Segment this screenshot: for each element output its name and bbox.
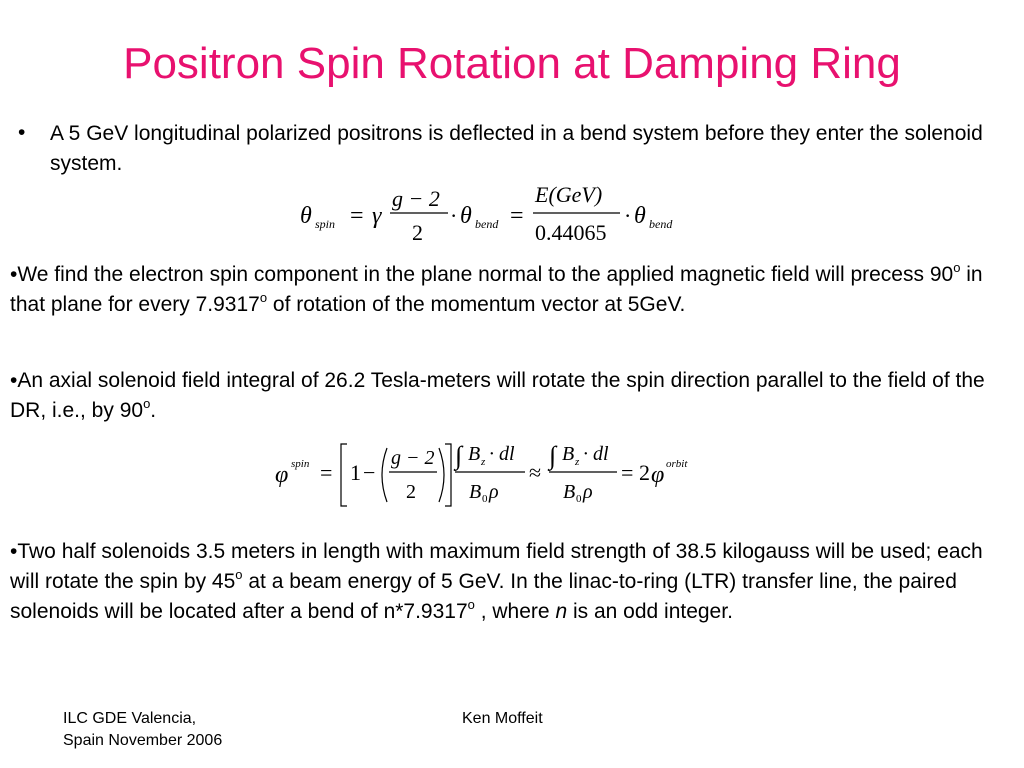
eq1-frac2-num: E(GeV) [535, 182, 603, 207]
eq2-one: 1 [350, 460, 361, 485]
eq1-dot-1: · [450, 203, 458, 228]
eq1-equals-1: = [350, 203, 364, 229]
p2-text-c: of rotation of the momentum vector at 5GeV. [267, 293, 686, 316]
eq2-approx: ≈ [529, 460, 542, 485]
eq2-phi: φ [275, 462, 289, 488]
degree-sup: o [259, 290, 268, 305]
eq2-frac-den: 2 [406, 481, 416, 503]
eq1-theta-2: θ [460, 203, 472, 229]
eq2-B-2: B [562, 443, 575, 465]
eq1-spin-sub: spin [315, 217, 336, 231]
p2-text-b: in that plane for every 7.9317 [10, 263, 983, 316]
eq2-spin-sup: spin [291, 458, 310, 470]
spin-rotation-equation [290, 178, 710, 253]
p4-italic-n: n [555, 600, 568, 623]
footer-venue-line2: Spain November 2006 [63, 732, 223, 749]
eq1-frac1-num: g − 2 [392, 186, 440, 211]
eq2-equals-2: = [621, 460, 634, 485]
bullet-marker: • [18, 121, 26, 144]
footer-venue [63, 708, 222, 752]
eq2-rho-1: ρ [489, 481, 499, 503]
eq2-integral-1: ∫ [455, 441, 463, 470]
degree-sup: o [953, 260, 961, 275]
eq2-phi-2: φ [651, 462, 665, 488]
p4-text-c: , where [474, 600, 556, 623]
eq1-theta: θ [300, 203, 312, 229]
p3-text-a: •An axial solenoid field integral of 26.2 Tesla-meters will rotate the spin direction parallel to the field of the DR, i.e., by 90 [10, 369, 985, 422]
eq2-B0-2: B [563, 481, 576, 503]
footer-venue-line1: ILC GDE Valencia, [63, 710, 197, 727]
eq2-orbit-sup: orbit [666, 458, 688, 470]
eq2-rho-2: ρ [583, 481, 593, 503]
degree-sup: o [235, 567, 243, 582]
eq2-equals-1: = [320, 460, 333, 485]
eq1-gamma: γ [372, 203, 382, 229]
eq2-two: 2 [639, 460, 650, 485]
eq2-B-1: B [468, 443, 481, 465]
degree-sup: o [143, 396, 151, 411]
eq1-frac2-den: 0.44065 [535, 220, 607, 245]
eq1-theta-3: θ [634, 203, 646, 229]
paragraph-spin-precession [10, 260, 1015, 320]
eq2-dl-1: · dl [489, 443, 515, 465]
eq1-dot-2: · [624, 203, 632, 228]
eq2-frac-num: g − 2 [391, 447, 435, 469]
eq2-B0-1: B [469, 481, 482, 503]
solenoid-spin-equation [265, 434, 705, 519]
eq2-minus: − [363, 460, 376, 485]
p4-text-a: •Two half solenoids 3.5 meters in length with maximum field strength of 38.5 kilogauss will be used; each will rotate the spin by 45 [10, 540, 983, 593]
degree-sup: o [467, 597, 475, 612]
p4-text-d: is an odd integer. [567, 600, 733, 623]
slide-title: Positron Spin Rotation at Damping Ring [123, 39, 901, 88]
paragraph-solenoid-field [10, 366, 1015, 426]
eq1-frac1-den: 2 [412, 220, 423, 245]
eq2-z-sub-1: z [481, 456, 486, 468]
eq2-zero-sub-2: 0 [576, 493, 582, 505]
eq2-integral-2: ∫ [549, 441, 557, 470]
eq2-z-sub-2: z [575, 456, 580, 468]
eq2-zero-sub-1: 0 [482, 493, 488, 505]
footer-author: Ken Moffeit [462, 710, 543, 727]
eq1-bend-sub-2: bend [649, 217, 673, 231]
eq1-equals-2: = [510, 203, 524, 229]
paragraph-half-solenoids [10, 537, 1015, 627]
paragraph-bend-system: A 5 GeV longitudinal polarized positrons is deflected in a bend system before they enter the solenoid system. [50, 122, 983, 175]
eq1-bend-sub: bend [475, 217, 499, 231]
p2-text-a: •We find the electron spin component in the plane normal to the applied magnetic field will precess 90 [10, 263, 954, 286]
p3-text-b: . [150, 399, 157, 422]
eq2-dl-2: · dl [583, 443, 609, 465]
p4-text-b: at a beam energy of 5 GeV. In the linac-to-ring (LTR) transfer line, the paired solenoids will be located after a bend of n*7.9317 [10, 570, 957, 623]
